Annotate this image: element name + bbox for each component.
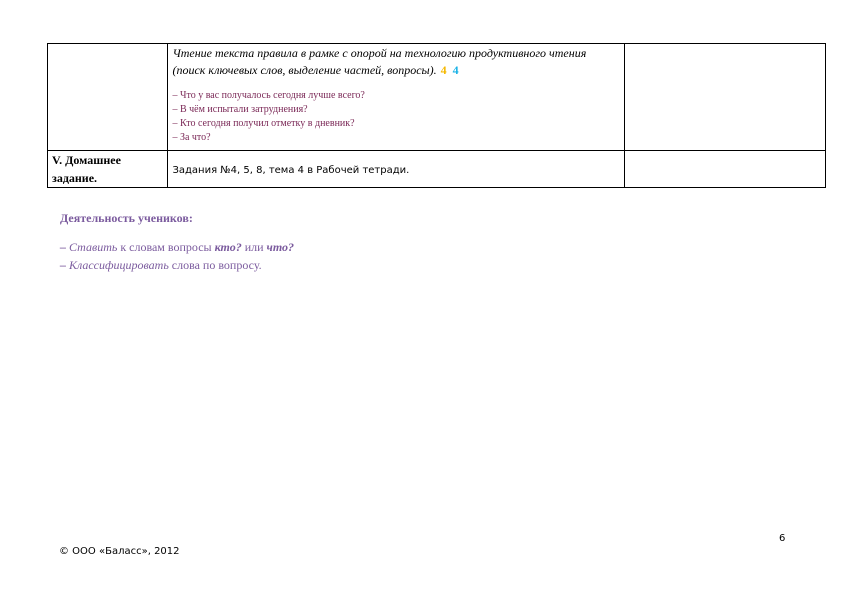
activity-verb: Ставить xyxy=(69,240,118,254)
notes-cell xyxy=(625,151,826,188)
question-item: – В чём испытали затруднения? xyxy=(172,104,308,115)
content-cell xyxy=(168,151,625,188)
content-cell xyxy=(168,44,625,151)
copyright-footer: © ООО «Баласс», 2012 xyxy=(59,546,180,557)
activity-title: Деятельность учеников: xyxy=(60,211,193,225)
question-word: что? xyxy=(266,240,295,254)
table-row xyxy=(48,44,826,151)
lesson-table xyxy=(47,43,826,188)
dash: – xyxy=(60,240,66,254)
activity-text: или xyxy=(241,240,267,254)
page-number: 6 xyxy=(779,533,786,544)
question-item: – Кто сегодня получил отметку в дневник? xyxy=(172,118,355,129)
student-activity xyxy=(60,211,760,274)
reflection-questions xyxy=(172,89,624,145)
stage-cell xyxy=(48,151,168,188)
question-item: – Что у вас получалось сегодня лучше всего? xyxy=(172,90,365,101)
dash: – xyxy=(60,258,66,272)
homework-text: Задания №4, 5, 8, тема 4 в Рабочей тетради. xyxy=(172,165,410,176)
reading-text: Чтение текста правила в рамке с опорой на технологию продуктивного чтения (поиск ключевых слов, выделение частей, вопросы). xyxy=(172,46,587,77)
activity-text: к словам вопросы xyxy=(117,240,215,254)
question-word: кто? xyxy=(214,240,242,254)
stage-cell xyxy=(48,44,168,151)
number-badge-blue: 4 xyxy=(452,63,459,77)
table-row xyxy=(48,151,826,188)
reading-paragraph xyxy=(168,44,624,79)
notes-cell xyxy=(625,44,826,151)
activity-verb: Классифицировать xyxy=(69,258,169,272)
question-item: – За что? xyxy=(172,132,211,143)
activity-line xyxy=(60,238,760,256)
activity-text: слова по вопросу. xyxy=(168,258,262,272)
section-title: V. Домашнее задание. xyxy=(52,153,121,185)
number-badge-yellow: 4 xyxy=(440,63,447,77)
activity-line xyxy=(60,256,760,274)
